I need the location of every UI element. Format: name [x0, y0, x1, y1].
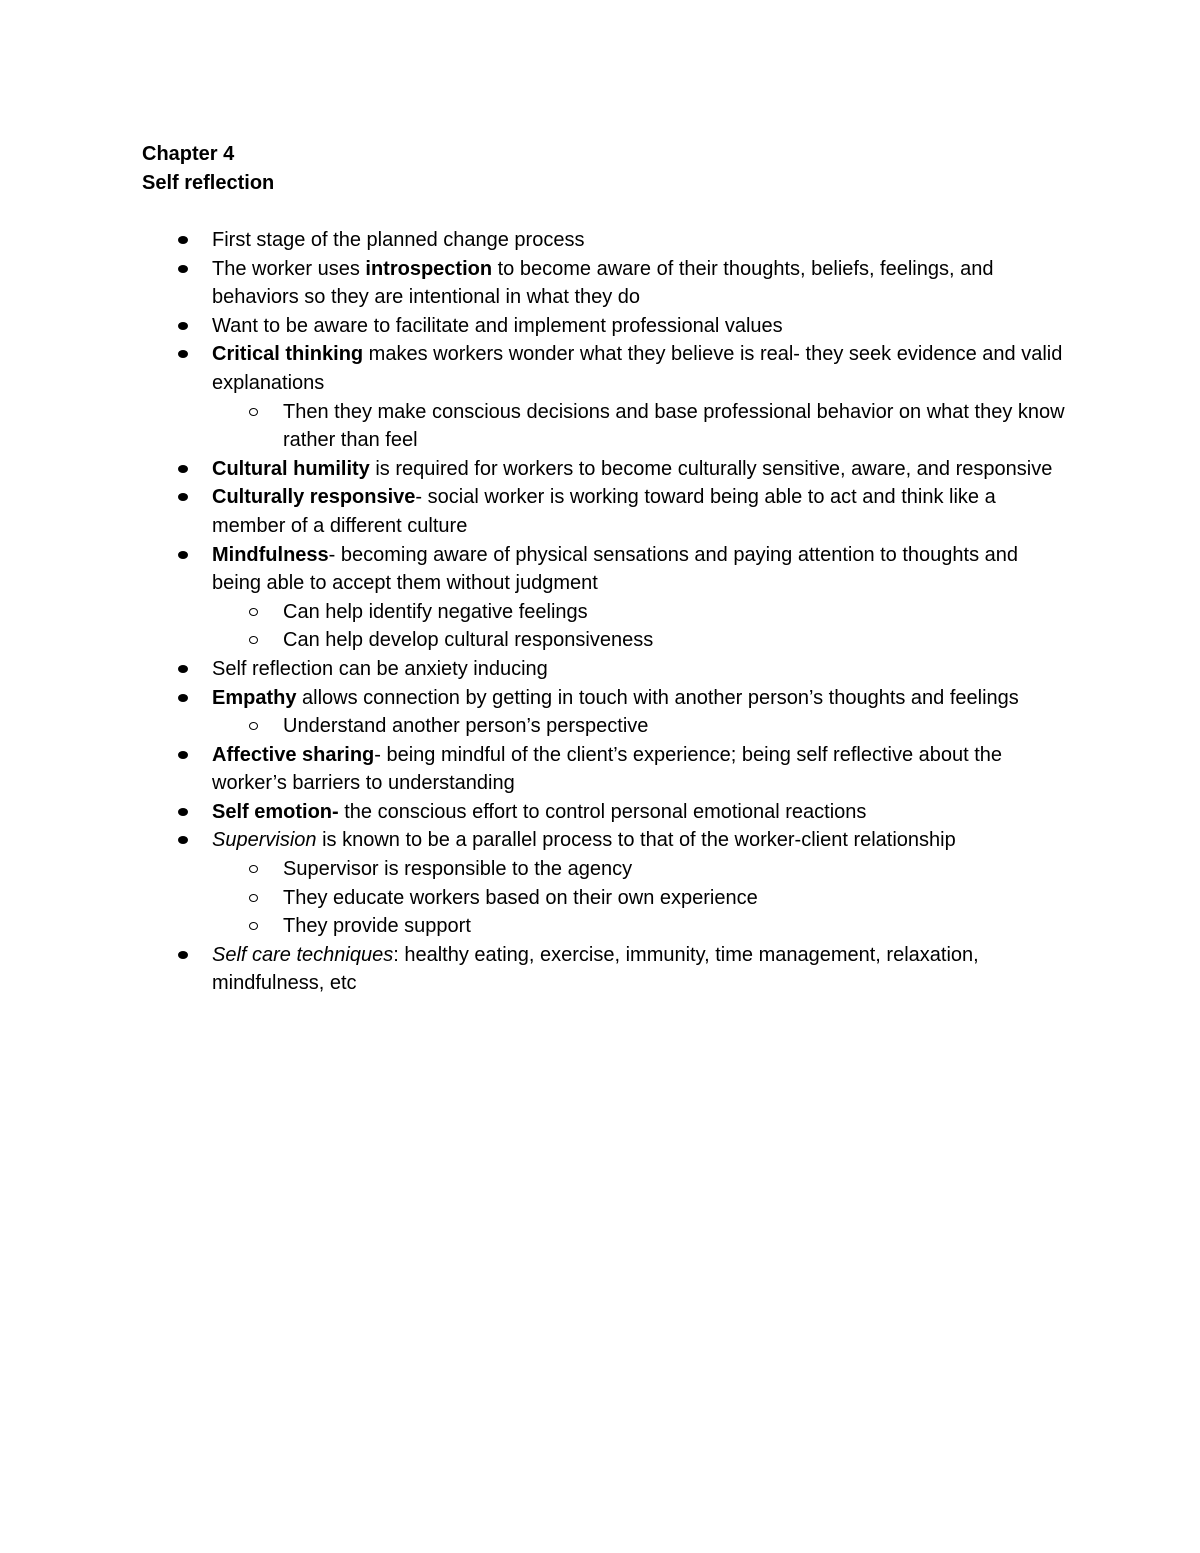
sub-bullet-list — [212, 398, 1072, 455]
item-term-bold: Culturally responsive — [212, 486, 416, 509]
list-item — [142, 541, 1072, 655]
list-item — [142, 483, 1072, 540]
sub-item-text: Supervisor is responsible to the agency — [283, 858, 633, 881]
bullet-circle-icon — [249, 608, 258, 616]
sub-item-text: Understand another person’s perspective — [283, 715, 649, 738]
chapter-heading: Chapter 4 — [142, 143, 235, 165]
sub-bullet-list — [212, 855, 1072, 941]
bullet-disc-icon — [178, 551, 188, 559]
sub-item-text: Can help identify negative feelings — [283, 600, 588, 623]
list-item — [142, 684, 1072, 741]
item-text: First stage of the planned change process — [212, 229, 585, 251]
item-text: Want to be aware to facilitate and implement professional values — [212, 314, 783, 337]
bullet-disc-icon — [178, 493, 188, 501]
bullet-disc-icon — [178, 836, 188, 844]
bullet-circle-icon — [249, 636, 258, 644]
list-item — [142, 226, 1072, 255]
sub-list-item — [212, 598, 1072, 627]
sub-item-text: Can help develop cultural responsiveness — [283, 629, 654, 652]
item-text: - social worker is working toward being able to act and think like a member of a different culture — [212, 486, 996, 537]
sub-bullet-list — [212, 712, 1072, 741]
item-text: : healthy eating, exercise, immunity, time management, relaxation, mindfulness, etc — [212, 943, 979, 995]
sub-item-text: They provide support — [283, 915, 471, 938]
list-item — [142, 312, 1072, 341]
item-term-italic: Supervision — [212, 829, 317, 852]
bullet-circle-icon — [249, 894, 258, 902]
item-text: is known to be a parallel process to that of the worker-client relationship — [316, 829, 956, 852]
bullet-disc-icon — [178, 808, 188, 816]
item-text: Self reflection can be anxiety inducing — [212, 657, 548, 680]
bullet-disc-icon — [178, 951, 188, 959]
item-term-bold: Affective sharing — [212, 743, 375, 766]
item-term-bold: Self emotion- — [212, 800, 339, 823]
item-text: is required for workers to become culturally sensitive, aware, and responsive — [369, 457, 1053, 480]
section-title: Self reflection — [142, 172, 275, 194]
sub-item-text: Then they make conscious decisions and base professional behavior on what they know rather than feel — [283, 400, 1065, 452]
list-item — [142, 941, 1072, 998]
list-item — [142, 255, 1072, 312]
item-term-italic: Self care techniques — [212, 943, 394, 966]
sub-list-item — [212, 626, 1072, 655]
item-term-bold: Empathy — [212, 686, 297, 709]
list-item — [142, 455, 1072, 484]
sub-list-item — [212, 912, 1072, 941]
list-item — [142, 340, 1072, 454]
list-item — [142, 826, 1072, 940]
sub-bullet-list — [212, 598, 1072, 655]
list-item — [142, 798, 1072, 827]
bullet-disc-icon — [178, 350, 188, 358]
item-text: makes workers wonder what they believe is real- they seek evidence and valid explanations — [212, 343, 1063, 394]
sub-list-item — [212, 398, 1072, 455]
bullet-disc-icon — [178, 694, 188, 702]
bullet-disc-icon — [178, 665, 188, 673]
bullet-circle-icon — [249, 922, 258, 930]
bullet-circle-icon — [249, 408, 258, 416]
item-term-bold: Mindfulness — [212, 543, 329, 566]
item-term-bold: Critical thinking — [212, 343, 364, 366]
sub-list-item — [212, 712, 1072, 741]
sub-item-text: They educate workers based on their own experience — [283, 886, 758, 909]
list-item — [142, 655, 1072, 684]
item-text: - becoming aware of physical sensations and paying attention to thoughts and being able to accept them without judgment — [212, 543, 1019, 595]
bullet-list — [142, 226, 1072, 998]
document-body — [142, 140, 1072, 998]
bullet-disc-icon — [178, 265, 188, 273]
item-text-lead: The worker uses — [212, 257, 366, 280]
bullet-disc-icon — [178, 751, 188, 759]
spacer — [142, 198, 1072, 226]
list-item — [142, 741, 1072, 798]
item-text: the conscious effort to control personal emotional reactions — [338, 800, 867, 823]
bullet-disc-icon — [178, 322, 188, 330]
item-text: - being mindful of the client’s experience; being self reflective about the worker’s barriers to understanding — [212, 743, 1003, 795]
item-text: to become aware of their thoughts, beliefs, feelings, and behaviors so they are intentional in what they do — [212, 257, 994, 309]
item-text: allows connection by getting in touch with another person’s thoughts and feelings — [296, 686, 1019, 709]
bullet-disc-icon — [178, 236, 188, 244]
sub-list-item — [212, 855, 1072, 884]
bullet-disc-icon — [178, 465, 188, 473]
sub-list-item — [212, 884, 1072, 913]
bullet-circle-icon — [249, 865, 258, 873]
item-term-bold: Cultural humility — [212, 457, 370, 480]
item-term-bold: introspection — [365, 257, 493, 280]
bullet-circle-icon — [249, 722, 258, 730]
